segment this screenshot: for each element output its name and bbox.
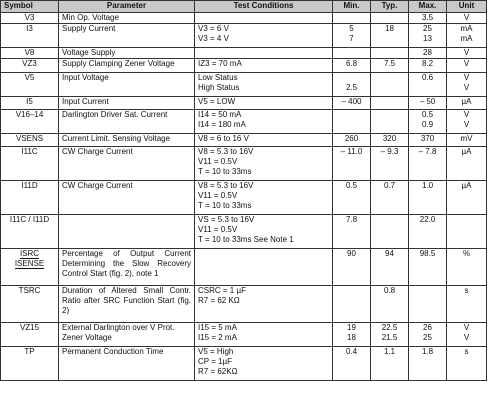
max-cell [409, 134, 447, 147]
table-row [1, 59, 487, 73]
parameter-cell [59, 249, 195, 286]
min-cell [333, 147, 371, 181]
table-row [1, 147, 487, 181]
min-cell [333, 110, 371, 134]
symbol-cell [1, 48, 59, 59]
max-cell [409, 110, 447, 134]
typ-cell [371, 134, 409, 147]
max-cell-line: 13 [423, 34, 432, 43]
max-cell-line: 26 [423, 323, 432, 332]
conditions-cell-line: I15 = 5 mA [198, 323, 237, 332]
max-cell [409, 347, 447, 381]
unit-cell [447, 181, 487, 215]
typ-cell-line: 7.5 [383, 59, 396, 68]
symbol-cell-line: I11C [21, 147, 38, 156]
conditions-cell-line: Low Status [198, 73, 238, 82]
max-cell-line: 25 [423, 333, 432, 342]
min-cell-line: 260 [344, 134, 359, 143]
conditions-cell [195, 59, 333, 73]
max-cell-line: 0.6 [421, 73, 434, 82]
parameter-cell-line: Darlington Driver Sat. Current [62, 110, 168, 119]
max-cell-line: 3.5 [421, 13, 434, 22]
typ-cell [371, 24, 409, 48]
symbol-cell-line: VZ3 [22, 59, 37, 68]
conditions-cell-line [198, 48, 329, 58]
max-cell [409, 73, 447, 97]
conditions-cell-line: V8 = 5.3 to 16V [198, 181, 254, 190]
conditions-cell [195, 215, 333, 249]
typ-cell [371, 48, 409, 59]
max-cell-line: 0.5 [421, 110, 434, 119]
symbol-cell [1, 97, 59, 110]
max-cell-line: 25 [423, 24, 432, 33]
max-cell-line: 8.2 [421, 59, 434, 68]
typ-cell-line: 94 [385, 249, 394, 258]
table-row [1, 48, 487, 59]
parameter-cell [59, 286, 195, 323]
max-cell-line: 22.0 [419, 215, 436, 224]
conditions-cell [195, 13, 333, 24]
typ-cell-line: 22.5 [381, 323, 398, 332]
typ-cell [371, 347, 409, 381]
unit-cell [447, 347, 487, 381]
min-cell-line [336, 110, 367, 120]
conditions-cell [195, 147, 333, 181]
max-cell [409, 97, 447, 110]
unit-cell-line: µA [461, 147, 472, 156]
unit-cell [447, 48, 487, 59]
typ-cell-line [374, 48, 405, 58]
symbol-cell [1, 73, 59, 97]
max-cell [409, 286, 447, 323]
symbol-cell-line: ISENSE [14, 259, 45, 268]
unit-cell-line: s [464, 347, 469, 356]
table-row [1, 24, 487, 48]
unit-cell-line: V [463, 323, 470, 332]
conditions-cell-line: V3 = 4 V [198, 34, 229, 43]
table-row [1, 73, 487, 97]
table-row [1, 215, 487, 249]
typ-cell-line: 0.8 [383, 286, 396, 295]
symbol-cell [1, 215, 59, 249]
parameter-cell-line: Duration of Altered Small Contr. Ratio after SRC Function Start (fig. 2) [62, 286, 191, 315]
min-cell-line [336, 48, 367, 58]
conditions-cell-line: T = 10 to 33ms See Note 1 [198, 235, 294, 244]
header-typ: Typ. [371, 1, 409, 13]
table-row [1, 97, 487, 110]
min-cell [333, 59, 371, 73]
unit-cell-line: mA [460, 24, 473, 33]
header-parameter: Parameter [59, 1, 195, 13]
min-cell [333, 181, 371, 215]
max-cell [409, 181, 447, 215]
conditions-cell-line: T = 10 to 33ms [198, 201, 252, 210]
table-row [1, 347, 487, 381]
typ-cell [371, 147, 409, 181]
typ-cell-line: 0.7 [383, 181, 396, 190]
unit-cell [447, 59, 487, 73]
min-cell-line: – 11.0 [340, 147, 363, 156]
conditions-cell-line: V11 = 0.5V [198, 157, 238, 166]
unit-cell-line: µA [461, 181, 472, 190]
header-symbol: Symbol [1, 1, 59, 13]
header-min: Min. [333, 1, 371, 13]
min-cell [333, 347, 371, 381]
unit-cell [447, 97, 487, 110]
parameter-cell-line: Percentage of Output Current Determining the Slow Recovery Control Start (fig. 2), note 1 [62, 249, 191, 278]
unit-cell [447, 110, 487, 134]
parameter-cell-line: Input Current [62, 97, 109, 106]
parameter-cell [59, 110, 195, 134]
symbol-cell [1, 110, 59, 134]
min-cell [333, 13, 371, 24]
typ-cell [371, 215, 409, 249]
min-cell-line: 18 [347, 333, 356, 342]
max-cell-line: 98.5 [419, 249, 436, 258]
header-max: Max. [409, 1, 447, 13]
table-row [1, 249, 487, 286]
symbol-cell-line: I5 [26, 97, 33, 106]
unit-cell [447, 24, 487, 48]
min-cell-line: 7 [349, 34, 354, 43]
parameter-cell-line: CW Charge Current [62, 181, 133, 190]
min-cell-line: 0.4 [345, 347, 358, 356]
min-cell [333, 73, 371, 97]
header-row [1, 1, 487, 13]
max-cell [409, 13, 447, 24]
conditions-cell-line: I15 = 2 mA [198, 333, 237, 342]
parameter-cell-line: Supply Clamping Zener Voltage [62, 59, 175, 68]
parameter-cell [59, 323, 195, 347]
unit-cell-line: % [462, 249, 471, 258]
unit-cell [447, 134, 487, 147]
max-cell-line: – 50 [419, 97, 436, 106]
max-cell-line: – 7.8 [418, 147, 437, 156]
parameter-cell-line: Min Op. Voltage [62, 13, 119, 22]
unit-cell [447, 286, 487, 323]
typ-cell-line: 320 [382, 134, 397, 143]
parameter-cell-line: Permanent Conduction Time [62, 347, 164, 356]
max-cell [409, 215, 447, 249]
unit-cell [447, 73, 487, 97]
min-cell-line: 2.5 [345, 83, 358, 92]
typ-cell-line [374, 110, 405, 120]
unit-cell-line: V [463, 73, 470, 82]
typ-cell-line [374, 215, 405, 225]
conditions-cell-line: CSRC = 1 µF [198, 286, 246, 295]
parameter-cell [59, 181, 195, 215]
min-cell-line [336, 13, 367, 23]
min-cell-line: 90 [347, 249, 356, 258]
conditions-cell-line [198, 249, 329, 259]
parameter-cell [59, 134, 195, 147]
symbol-cell-line: I11D [21, 181, 38, 190]
unit-cell-line: V [463, 59, 470, 68]
symbol-cell-line: V8 [24, 48, 35, 57]
parameter-cell [59, 13, 195, 24]
min-cell [333, 215, 371, 249]
max-cell [409, 24, 447, 48]
table-row [1, 286, 487, 323]
conditions-cell [195, 286, 333, 323]
min-cell-line [336, 73, 367, 83]
typ-cell-line: – 9.3 [380, 147, 399, 156]
symbol-cell [1, 13, 59, 24]
unit-cell [447, 147, 487, 181]
typ-cell [371, 59, 409, 73]
conditions-cell-line: I14 = 50 mA [198, 110, 242, 119]
symbol-cell [1, 323, 59, 347]
header-test-conditions: Test Conditions [195, 1, 333, 13]
unit-cell-line: s [464, 286, 469, 295]
symbol-cell-line: TP [24, 347, 35, 356]
max-cell [409, 59, 447, 73]
max-cell [409, 147, 447, 181]
table-row [1, 323, 487, 347]
symbol-cell [1, 286, 59, 323]
max-cell-line: 1.8 [421, 347, 434, 356]
conditions-cell-line: V3 = 6 V [198, 24, 229, 33]
max-cell [409, 48, 447, 59]
unit-cell-line: µA [461, 97, 472, 106]
unit-cell-line: V [463, 333, 470, 342]
max-cell-line: 370 [420, 134, 435, 143]
typ-cell-line [374, 13, 405, 23]
parameter-cell-line: Supply Current [62, 24, 116, 33]
typ-cell-line [374, 97, 405, 107]
conditions-cell [195, 347, 333, 381]
max-cell-line: 1.0 [421, 181, 434, 190]
unit-cell-line: V [463, 48, 470, 57]
typ-cell [371, 73, 409, 97]
conditions-cell [195, 249, 333, 286]
conditions-cell-line: CP = 1µF [198, 357, 233, 366]
symbol-cell [1, 134, 59, 147]
symbol-cell [1, 24, 59, 48]
min-cell [333, 48, 371, 59]
conditions-cell-line: I14 = 180 mA [198, 120, 246, 129]
parameter-cell [59, 59, 195, 73]
min-cell-line [336, 286, 367, 296]
max-cell [409, 323, 447, 347]
max-cell-line: 0.9 [421, 120, 434, 129]
parameter-cell-line: Zener Voltage [62, 333, 112, 342]
parameter-cell [59, 24, 195, 48]
conditions-cell [195, 73, 333, 97]
table-row [1, 110, 487, 134]
parameter-cell-line: External Darlington over V Prot. [62, 323, 175, 332]
typ-cell [371, 181, 409, 215]
conditions-cell [195, 24, 333, 48]
typ-cell [371, 286, 409, 323]
conditions-cell [195, 97, 333, 110]
conditions-cell-line: V11 = 0.5V [198, 191, 238, 200]
unit-cell [447, 215, 487, 249]
unit-cell [447, 13, 487, 24]
min-cell-line: 19 [347, 323, 356, 332]
symbol-cell-line: V5 [24, 73, 35, 82]
parameter-cell [59, 215, 195, 249]
conditions-cell-line: V8 = 5.3 to 16V [198, 147, 254, 156]
typ-cell-line: 1.1 [383, 347, 396, 356]
parameter-cell [59, 147, 195, 181]
min-cell [333, 286, 371, 323]
conditions-cell-line: V11 = 0.5V [198, 225, 238, 234]
typ-cell-line: 21.5 [381, 333, 398, 342]
conditions-cell-line: IZ3 = 70 mA [198, 59, 242, 68]
symbol-cell-line: VZ15 [19, 323, 40, 332]
table-row [1, 134, 487, 147]
table-row [1, 13, 487, 24]
min-cell-line: 0.5 [345, 181, 358, 190]
max-cell [409, 249, 447, 286]
conditions-cell-line: T = 10 to 33ms [198, 167, 252, 176]
conditions-cell [195, 110, 333, 134]
parameter-cell-line: Input Voltage [62, 73, 109, 82]
min-cell-line: 5 [349, 24, 354, 33]
typ-cell [371, 249, 409, 286]
symbol-cell-line: VSENS [15, 134, 44, 143]
unit-cell [447, 323, 487, 347]
symbol-cell [1, 59, 59, 73]
conditions-cell-line: V5 = LOW [198, 97, 236, 106]
conditions-cell [195, 323, 333, 347]
conditions-cell-line: R7 = 62KΩ [198, 367, 238, 376]
symbol-cell [1, 347, 59, 381]
conditions-cell-line [198, 13, 329, 23]
min-cell [333, 134, 371, 147]
min-cell [333, 24, 371, 48]
unit-cell [447, 249, 487, 286]
parameter-cell-line: Current Limit. Sensing Voltage [62, 134, 171, 143]
symbol-cell-line: I3 [26, 24, 33, 33]
unit-cell-line: V [463, 120, 470, 129]
conditions-cell-line: R7 = 62 KΩ [198, 296, 240, 305]
unit-cell-line: V [463, 13, 470, 22]
conditions-cell-line: High Status [198, 83, 240, 92]
min-cell [333, 249, 371, 286]
symbol-cell-line: V3 [24, 13, 35, 22]
symbol-cell-line: TSRC [18, 286, 41, 295]
symbol-cell-line: ISRC [19, 249, 40, 258]
symbol-cell-line: I11C / I11D [9, 215, 50, 224]
typ-cell [371, 13, 409, 24]
conditions-cell-line: VS = 5.3 to 16V [198, 215, 255, 224]
parameter-cell-line [62, 215, 191, 225]
unit-cell-line: mV [460, 134, 473, 143]
typ-cell [371, 110, 409, 134]
parameter-cell [59, 73, 195, 97]
header-unit: Unit [447, 1, 487, 13]
min-cell-line: – 400 [341, 97, 362, 106]
max-cell-line [412, 286, 443, 296]
conditions-cell [195, 181, 333, 215]
conditions-cell [195, 134, 333, 147]
typ-cell [371, 97, 409, 110]
unit-cell-line: V [463, 110, 470, 119]
min-cell [333, 323, 371, 347]
max-cell-line: 28 [423, 48, 432, 57]
min-cell-line: 6.8 [345, 59, 358, 68]
table-row [1, 181, 487, 215]
parameter-cell [59, 347, 195, 381]
conditions-cell [195, 48, 333, 59]
parameter-cell [59, 48, 195, 59]
symbol-cell [1, 249, 59, 286]
parameter-cell-line: Voltage Supply [62, 48, 116, 57]
parameter-cell [59, 97, 195, 110]
unit-cell-line [450, 215, 483, 225]
symbol-cell [1, 147, 59, 181]
typ-cell [371, 323, 409, 347]
typ-cell-line: 18 [385, 24, 394, 33]
conditions-cell-line: V8 = 6 to 16 V [198, 134, 249, 143]
parameter-cell-line: CW Charge Current [62, 147, 133, 156]
min-cell-line: 7.8 [345, 215, 358, 224]
symbol-cell [1, 181, 59, 215]
unit-cell-line: mA [460, 34, 473, 43]
typ-cell-line [374, 73, 405, 83]
conditions-cell-line: V5 = High [198, 347, 234, 356]
min-cell [333, 97, 371, 110]
unit-cell-line: V [463, 83, 470, 92]
symbol-cell-line: V16–14 [15, 110, 44, 119]
